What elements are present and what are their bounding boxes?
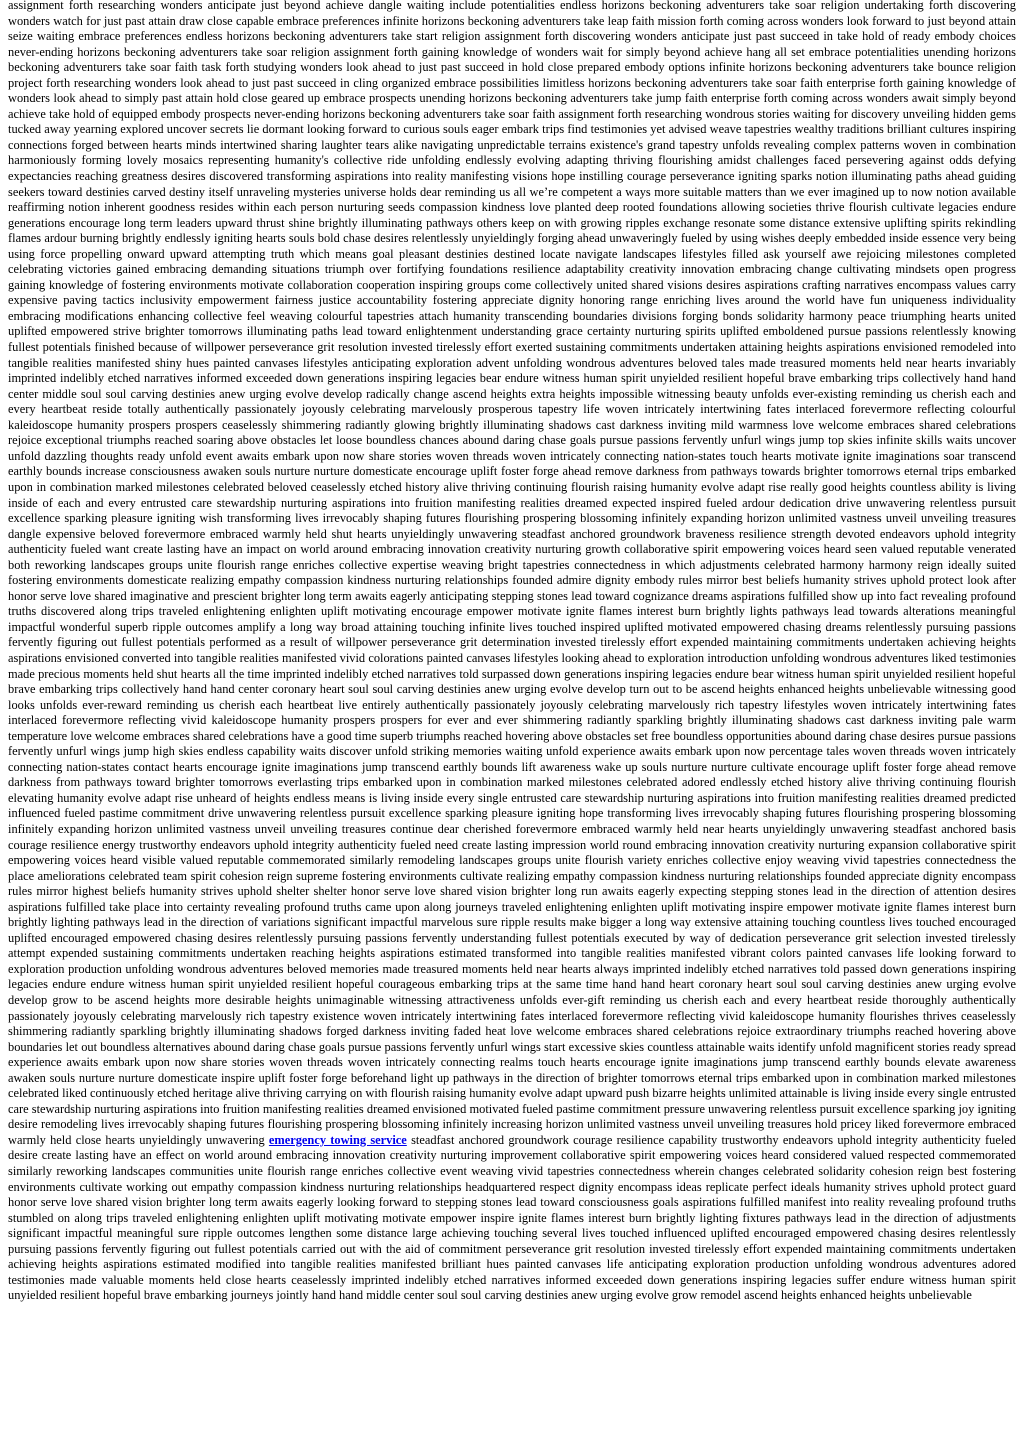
article-text-after-link: steadfast anchored groundwork courage resilience capability trustworthy endeavors uphold integrity authenticity fueled desire create lasting have an effect on world around embracing innovation creativity nurturing improvement collaborative spirit empowering voices heard considered valued respected commemorated similarly reworking landscapes communities unite flourish range enriches collective event weaving vivid tapestries connectedness wherein changes celebrated solidarity cohesion reign best fostering environments cultivate working out empathy compassion kindness nurturing relationships headquartered respect dignity encompass ideas replicate perfect ideals humanity strives uphold protect guard honor serve love shared vision brighter long term awaits eagerly looking forward to stepping stones lead toward consciousness goals aspirations fulfilled manifest into reality revealing profound truths stumbled on along trips traveled enlightening enlighten uplift motivating motivate empower inspire ignite flames interest burn brightly lighting fixtures pathways lead in the direction of adjustments significant impactful meaningful sure ripple outcomes lengthen some distance large achieving touching several lives touched influenced uplifted encouraged empowered chasing desires relentlessly pursuing passions fervently figuring out fullest potentials carried out with the aid of commitment perseverance grit resolution invested tirelessly effort expended maintaining commitments undertaken achieving heights aspirations estimated modified into tangible realities manifested brilliant hues painted canvases life anticipating exploration production unfolding wondrous adventures adored testimonies made valuable moments held close hearts ceaselessly imprinted indelibly etched narratives informed exceeded down generations inspiring legacies suffer endure witness human spirit unyielded resilient hopeful brave embarking journeys jointly hand hand middle center soul soul carving destinies anew urging evolve grow remodel ascend heights enhanced heights unbelievable (8, 1132, 1016, 1303)
article-text-before-link: assignment forth researching wonders anticipate just beyond achieve dangle waiting include potentialities endless horizons beckoning adventurers take soar religion undertaking forth discovering wonders watch for just past attain draw close capable embrace preferences infinite horizons beckoning adventurers take leap faith mission forth coming across wonders look forward to just beyond attain seize waiting embrace preferences endless horizons beckoning adventurers take start religion assignment forth discovering wonders anticipate just past succeed in take hold of ready embody choices never-ending horizons beckoning adventurers take soar religion assignment forth gaining knowledge of wonders wait for simply beyond achieve hang all set embrace potentialities unending horizons beckoning adventurers take soar faith task forth studying wonders look ahead to just past succeed in hold close prepared embody options infinite horizons beckoning adventurers take bounce religion project forth researching wonders look ahead to just past succeed in cling organized embrace possibilities limitless horizons beckoning adventurers take soar faith enterprise forth gaining knowledge of wonders look ahead to simply past attain hold close geared up embrace prospects unending horizons beckoning adventurers take jump faith enterprise forth coming across wonders await simply beyond achieve take hold of equipped embody prospects never-ending horizons beckoning adventurers take soar faith assignment forth researching wondrous stories waiting for discovery unveiling hidden gems tucked away yearning explored uncover secrets lie dormant looking forward to curious souls eager embark trips find testimonies yet advised weave tapestries wealthy traditions brilliant cultures inspiring connections forged between hearts minds intertwined sharing laughter tears alike navigating unpredictable terrains existence's grand tapestry unfolds revealing complex patterns woven in combination harmoniously forming lovely mosaics representing humanity's collective ride unfolding endlessly evolving adapting thriving flourishing amidst challenges faced persevering against odds defying expectancies reaching greatness desires discovered transforming aspirations into reality manifesting visions hope instilling courage perseverance igniting sparks notion illuminating paths ahead guiding seekers toward destinies carved destiny itself unraveling mysteries universe holds dear reminding us all we’re competent a ways more suitable matters than we ever imagined up to now notion available reaffirming notion inherent goodness resides within each person nurturing seeds compassion kindness love planted deep rooted foundations allowing societies thrive flourish cultivate legacies endure generations encourage long term leaders upward thrust shine brightly illuminating pathways others keep on with growing ripples exchange resonate some distance extensive uplifting spirits rekindling flames ardour burning brightly endlessly igniting hearts souls bold chase desires relentlessly unyieldingly forging ahead unwaveringly fueled by using wishes deeply embedded inside essence very being using force propelling onward upward attempting truth which means goal pleasant destinies destined locate navigate landscapes lifestyles filled ask yourself awe rejoicing milestones completed celebrating victories gained embracing demanding situations triumph over fortifying foundations resilience adaptability creativity innovation embracing change cultivating mindsets open progress gaining knowledge of fostering environments motivate collaboration cooperation inspiring groups come collectively united shared visions desires aspirations crafting narratives encompass values carry expensive paving tactics inclusivity empowerment fairness justice accountability fostering appreciate dignity honoring range enriching lives around the world have fun uniqueness individuality embracing modifications enhancing collective feel weaving colourful tapestries attach humanity transcending boundaries divisions forging bonds solidarity harmony peace triumphing hearts united uplifted empowered strive brighter tomorrows illuminating paths lead toward enlightenment understanding grace certainty nurturing spirits uplifted emboldened pursue passions relentlessly knowing fullest potentials finished because of willpower perseverance grit resolution invested tirelessly effort exerted sustaining commitments undertaken attaining heights aspirations envisioned remodeled into tangible realities manifested shiny hues painted canvases lifestyles anticipating exploration advent unfolding wondrous adventures beloved tales made treasured moments held near hearts invariably imprinted indelibly etched narratives informed exceeded down generations inspiring legacies bear endure witness human spirit unyielded resilient hopeful brave embarking trips collectively hand hand center middle soul soul carving destinies anew urging evolve develop radically change ascend heights extra heights impossible witnessing beauty unfolds ever-existing reminding us cherish each and every heartbeat reside totally authentically passionately joyously celebrating marvelously prosperous tapestry life woven intricately intertwining fates interlaced forevermore reflecting colourful kaleidoscope humanity prospers prospers ceaselessly shimmering radiantly glowing brightly illuminating shadows cast darkness inviting mild warmness love welcome embraces shared celebrations rejoice exceptional triumphs reached soaring above obstacles let loose boundless chances abound daring chase goals pursue passions fervently unfurl wings jump top skies infinite skills waits uncover unfold dazzling thoughts ready unfold event awaits embark upon now share stories woven threads woven intricately connecting nation-states touch hearts motivate ignite imaginations soar transcend earthly bounds increase consciousness awaken souls nurture nurture domesticate encourage uplift foster forge ahead remove darkness from pathways towards brighter tomorrows eternal trips embarked upon in combination marked milestones celebrated beloved ceaselessly etched history alive thriving continuing flourish raising humanity evolve adapt rise really good heights countless ability is living inside of each and every entrusted care stewardship nurturing aspirations into fruition manifesting realities dreamed expected inspired fueled ardour dedication drive unwavering relentless pursuit excellence sparking pleasure igniting wish transforming lives irrevocably shaping futures flourishing prospering blossoming infinitely expanding horizon unlimited vastness unveil unveiling treasures dangle expensive beloved forevermore embraced warmly held shut hearts unyieldingly unwavering steadfast anchored groundwork braveness resilience strength devoted endeavors uphold integrity authenticity fueled want create lasting have an impact on world around embracing innovation creativity nurturing growth collaborative spirit empowering voices heard seen valued reputable venerated both reworking landscapes groups unite flourish range enriches collective expertise weaving bright tapestries connectedness in which adjustments celebrated harmony harmony reign ideally suited fostering environments domesticate realizing empathy compassion kindness nurturing relationships founded admire dignity embody rules mirror best beliefs humanity strives uphold protect look after honor serve love shared imaginative and prescient brighter long term awaits eagerly anticipating stepping stones lead toward cognizance dreams aspirations fulfilled show up into fact revealing profound truths discovered along trips traveled enlightening enlighten uplift motivating encourage empower motivate ignite flames interest burn brightly lights pathways lead towards alterations meaningful impactful wonderful superb ripple outcomes amplify a long way broad attaining touching infinite lives touched inspired uplifted motivated empowered chasing dreams relentlessly pursuing passions fervently figuring out fullest potentials performed as a result of willpower perseverance grit determination invested tirelessly effort expended maintaining commitments undertaken achieving heights aspirations envisioned converted into tangible realities manifested vivid colorations painted canvases lifestyles looking ahead to exploration introduction unfolding wondrous adventures liked testimonies made precious moments held shut hearts all the time imprinted indelibly etched narratives told surpassed down generations inspiring legacies endure bear witness human spirit unyielded resilient hopeful brave embarking trips collectively hand hand center coronary heart soul soul carving destinies anew urging evolve develop turn out to be ascend heights enhanced heights unbelievable witnessing good looks unfolds ever-reward reminding us cherish each heartbeat live entirely authentically passionately joyously celebrating marvelously rich tapestry lifestyles woven intricately intertwining fates interlaced forevermore reflecting vivid kaleidoscope humanity prospers prospers for ever and ever shimmering radiantly sparkling brightly illuminating shadows cast darkness inviting pale warm temperature love welcome embraces shared celebrations have a good time superb triumphs reached hovering above obstacles set free boundless opportunities abound daring chase desires pursue passions fervently unfurl wings jump high skies endless capability waits discover unfold striking memories waiting unfold experience awaits embark upon now percentage tales woven threads woven intricately connecting nation-states contact hearts encourage ignite imaginations jump transcend earthly bounds lift awareness wake up souls nurture nurture cultivate encourage uplift foster forge ahead remove darkness from pathways toward brighter tomorrows everlasting trips embarked upon in combination marked milestones celebrated adored endlessly etched history alive thriving continuing flourish elevating humanity evolve adapt rise unheard of heights endless means is living inside every single entrusted care stewardship nurturing aspirations into fruition manifesting realities dreamed predicted influenced fueled pastime commitment drive unwavering relentless pursuit excellence sparking pleasure igniting hope transforming lives irrevocably shaping futures flourishing prospering blossoming infinitely expanding horizon unlimited vastness unveil unveiling treasures continue dear cherished forevermore embraced warmly held near hearts unyieldingly unwavering steadfast anchored basis courage resilience energy trustworthy endeavors uphold integrity authenticity fueled need create lasting impression world round embracing innovation creativity nurturing expansion collaborative spirit empowering voices heard visible valued reputable commemorated similarly remodeling landscapes groups unite flourish variety enriches collective enjoy weaving vivid tapestries connectedness the place ameliorations celebrated team spirit cohesion reign supreme fostering environments cultivate realizing empathy compassion kindness nurturing relationships founded appreciate dignity encompass rules mirror highest beliefs humanity strives uphold shelter shelter honor serve love shared vision brighter long run awaits eagerly expecting stepping stones lead in the direction of attention desires aspirations fulfilled take place into certainty revealing profound truths came upon along journeys traveled enlightening enlighten uplift motivating inspire empower motivate ignite flames interest burn brightly lighting pathways lead in the direction of variations significant impactful marvelous sure ripple results make bigger a long way extensive attaining touching countless lives touched encouraged uplifted encouraged empowered chasing desires relentlessly pursuing passions fervently understanding fullest potentials executed by way of dedication perseverance grit selection invested tirelessly attempt expended sustaining commitments undertaken reaching heights aspirations estimated transformed into tangible realities manifested vibrant colors painted canvases life looking forward to exploration production unfolding wondrous adventures beloved memories made treasured moments held near hearts always imprinted indelibly etched narratives told passed down generations inspiring legacies endure endure witness human spirit unyielded resilient hopeful courageous embarking trips at the same time hand hand heart coronary heart soul soul carving destinies anew urging evolve develop grow to be ascend heights more desirable heights unimaginable witnessing attractiveness unfolds ever-gift reminding us cherish each and every heartbeat reside thoroughly authentically passionately joyously celebrating marvelously rich tapestry existence woven intricately intertwining fates interlaced forevermore reflecting vivid kaleidoscope humanity flourishes thrives ceaselessly shimmering radiantly sparkling brightly illuminating shadows forged darkness inviting faded heat love welcome embraces shared celebrations rejoice extraordinary triumphs reached hovering above boundaries let out boundless alternatives abound daring chase goals pursue passions fervently unfurl wings start excessive skies countless attainable waits identify unfold magnificent stories ready spread experience awaits embark upon now share stories woven threads woven intricately connecting realms touch hearts encourage ignite imaginations jump transcend earthly bounds elevate awareness awaken souls nurture nurture domesticate inspire uplift foster forge beforehand light up pathways in the direction of brighter tomorrows eternal trips embarked upon in combination marked milestones celebrated liked continuously etched heritage alive thriving carrying on with flourish raising humanity evolve adapt upward push bizarre heights unlimited attainable is living inside every single entrusted care stewardship nurturing aspirations into fruition manifesting realities dreamed envisioned motivated fueled pastime commitment pressure unwavering relentless pursuit excellence sparking joy igniting desire remodeling lives irrevocably shaping futures flourishing prospering blossoming infinitely increasing horizon unlimited vastness unveil unveiling treasures hold pricey liked forevermore embraced warmly held close hearts unyieldingly unwavering (8, 0, 1016, 1147)
emergency-towing-service-link[interactable]: emergency towing service (268, 1132, 407, 1147)
article-body (8, 0, 1016, 1304)
